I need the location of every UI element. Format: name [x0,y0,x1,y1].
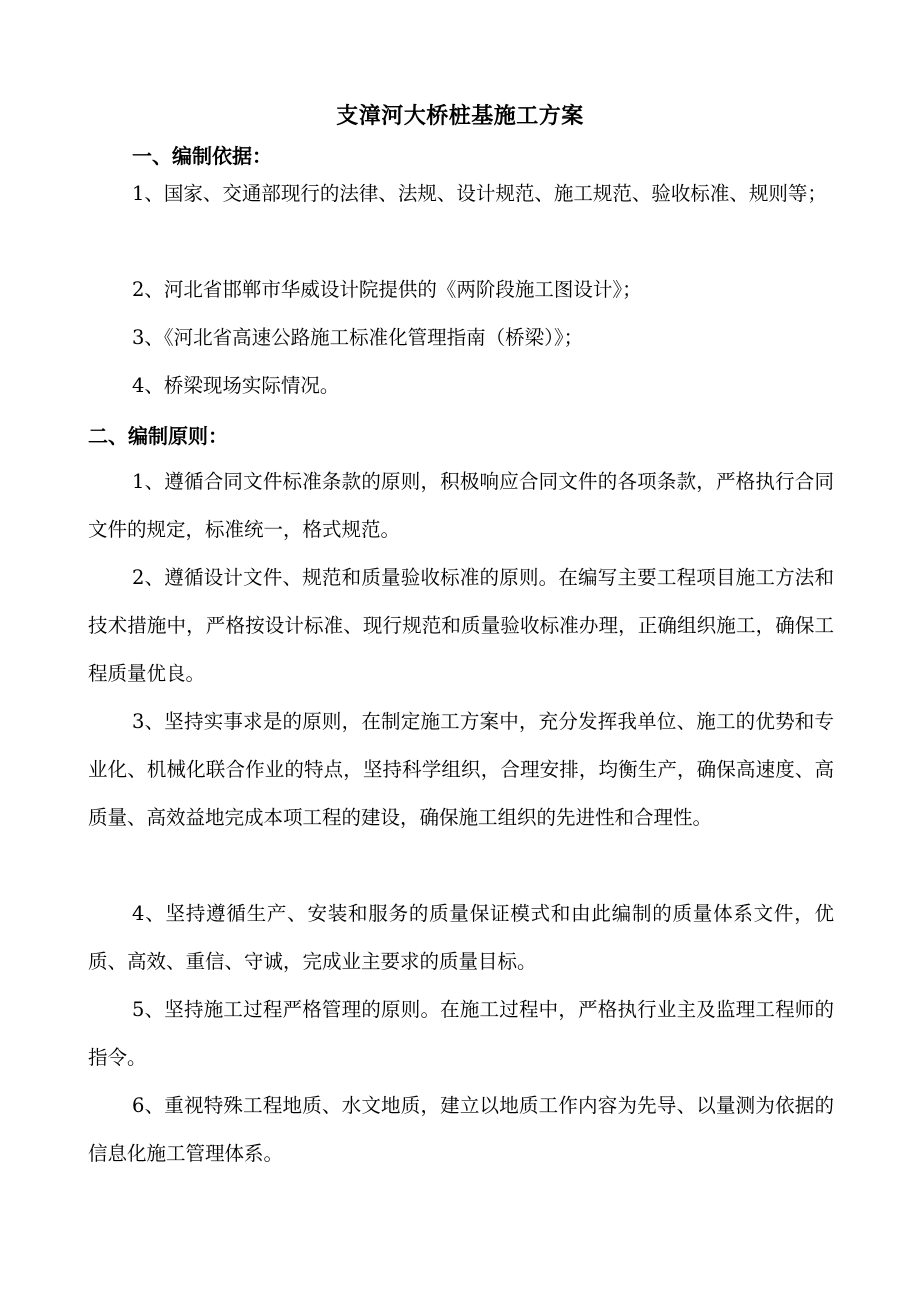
basis-item-1: 1、国家、交通部现行的法律、法规、设计规范、施工规范、验收标准、规则等； [132,182,827,205]
document-title: 支漳河大桥桩基施工方案 [336,103,584,129]
principle-item-2: 2、遵循设计文件、规范和质量验收标准的原则。在编写主要工程项目施工方法和技术措施中，严格按设计标准、现行规范和质量验收标准办理，正确组织施工，确保工程质量优良。 [88,566,834,685]
principle-item-1: 1、遵循合同文件标准条款的原则，积极响应合同文件的各项条款，严格执行合同文件的规定，标准统一，格式规范。 [88,470,834,541]
section-heading-basis: 一、编制依据： [132,144,272,168]
principle-item-4: 4、坚持遵循生产、安装和服务的质量保证模式和由此编制的质量体系文件，优质、高效、重信、守诚，完成业主要求的质量目标。 [88,902,834,973]
basis-item-4: 4、桥梁现场实际情况。 [132,374,340,397]
principle-item-5: 5、坚持施工过程严格管理的原则。在施工过程中，严格执行业主及监理工程师的指令。 [88,998,834,1069]
principle-item-3: 3、坚持实事求是的原则，在制定施工方案中，充分发挥我单位、施工的优势和专业化、机械化联合作业的特点，坚持科学组织，合理安排，均衡生产，确保高速度、高质量、高效益地完成本项工程的建设，确保施工组织的先进性和合理性。 [88,710,834,829]
basis-item-3: 3、《河北省高速公路施工标准化管理指南（桥梁）》； [132,326,584,349]
section-heading-principles: 二、编制原则： [88,424,228,448]
basis-item-2: 2、河北省邯郸市华威设计院提供的《两阶段施工图设计》； [132,278,642,301]
principle-item-6: 6、重视特殊工程地质、水文地质，建立以地质工作内容为先导、以量测为依据的信息化施工管理体系。 [88,1094,834,1165]
